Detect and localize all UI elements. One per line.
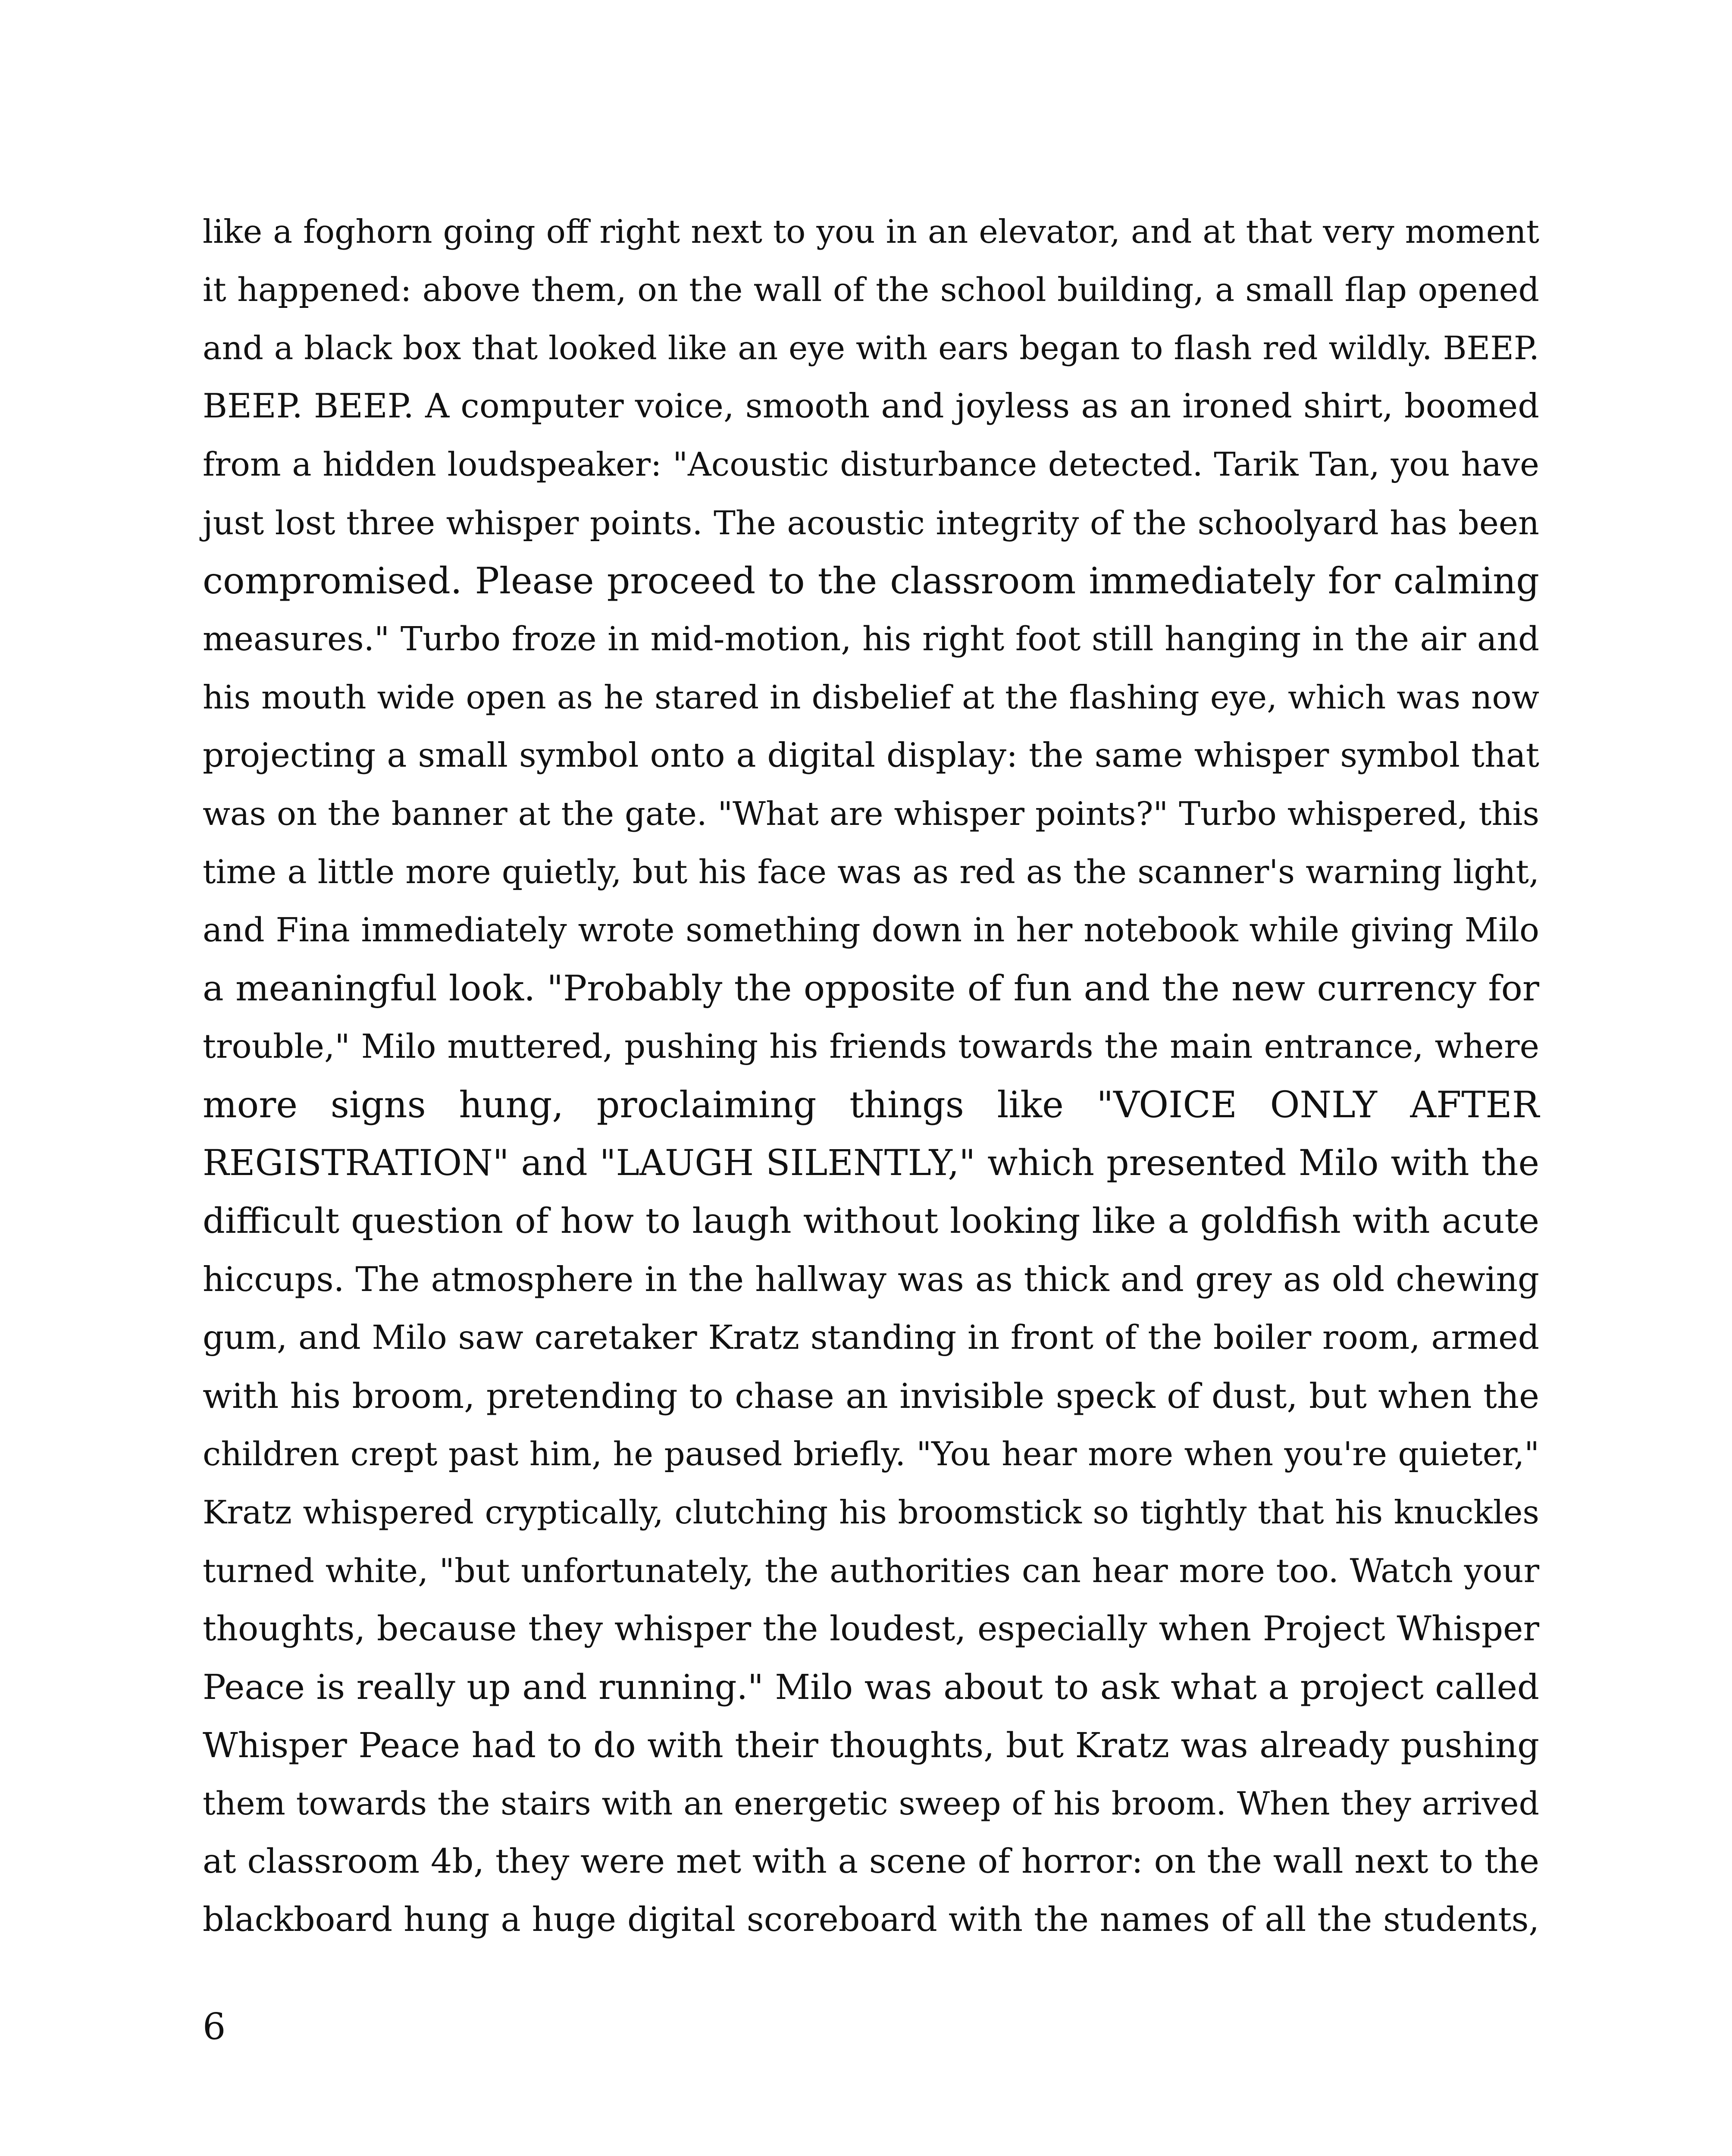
text-line: hiccups. The atmosphere in the hallway was as thick and grey as old chewing: [203, 1260, 1539, 1299]
page-number: 6: [203, 2006, 226, 2048]
text-line: just lost three whisper points. The acoustic integrity of the schoolyard has been: [203, 504, 1539, 542]
text-line: them towards the stairs with an energetic sweep of his broom. When they arrived: [203, 1785, 1539, 1822]
text-line: turned white, "but unfortunately, the authorities can hear more too. Watch your: [203, 1551, 1539, 1590]
text-line: measures." Turbo froze in mid-motion, his right foot still hanging in the air and: [203, 620, 1539, 658]
text-line: his mouth wide open as he stared in disbelief at the flashing eye, which was now: [203, 678, 1539, 716]
text-line: Peace is really up and running." Milo was about to ask what a project called: [203, 1667, 1539, 1707]
text-line: more signs hung, proclaiming things like "VOICE ONLY AFTER: [203, 1084, 1539, 1126]
text-line: it happened: above them, on the wall of the school building, a small flap opened: [203, 271, 1539, 309]
text-line: with his broom, pretending to chase an invisible speck of dust, but when the: [203, 1376, 1539, 1416]
text-line: children crept past him, he paused briefly. "You hear more when you're quieter,": [203, 1435, 1539, 1473]
text-line: was on the banner at the gate. "What are whisper points?" Turbo whispered, this: [203, 795, 1539, 833]
text-line: compromised. Please proceed to the classroom immediately for calming: [203, 560, 1539, 602]
text-line: from a hidden loudspeaker: "Acoustic disturbance detected. Tarik Tan, you have: [203, 445, 1539, 483]
text-line: at classroom 4b, they were met with a scene of horror: on the wall next to the: [203, 1842, 1539, 1881]
text-line: projecting a small symbol onto a digital display: the same whisper symbol that: [203, 736, 1539, 775]
text-line: Kratz whispered cryptically, clutching his broomstick so tightly that his knuckles: [203, 1493, 1539, 1531]
text-line: trouble," Milo muttered, pushing his friends towards the main entrance, where: [203, 1028, 1539, 1066]
text-line: like a foghorn going off right next to you in an elevator, and at that very moment: [203, 213, 1539, 251]
text-line: REGISTRATION" and "LAUGH SILENTLY," which presented Milo with the: [203, 1143, 1539, 1184]
body-text: [203, 203, 1539, 1949]
text-line: and Fina immediately wrote something down in her notebook while giving Milo: [203, 911, 1539, 950]
text-line: Whisper Peace had to do with their thoughts, but Kratz was already pushing: [203, 1725, 1539, 1765]
text-line: and a black box that looked like an eye with ears began to flash red wildly. BEEP.: [203, 329, 1539, 367]
text-line: thoughts, because they whisper the loudest, especially when Project Whisper: [203, 1609, 1539, 1648]
text-line: time a little more quietly, but his face was as red as the scanner's warning light,: [203, 853, 1539, 891]
text-line: a meaningful look. "Probably the opposite of fun and the new currency for: [203, 968, 1539, 1009]
text-line: blackboard hung a huge digital scoreboard with the names of all the students,: [203, 1900, 1539, 1939]
text-line: gum, and Milo saw caretaker Kratz standing in front of the boiler room, armed: [203, 1319, 1539, 1357]
text-line: difficult question of how to laugh without looking like a goldfish with acute: [203, 1201, 1539, 1241]
text-line: BEEP. BEEP. A computer voice, smooth and joyless as an ironed shirt, boomed: [203, 387, 1539, 426]
